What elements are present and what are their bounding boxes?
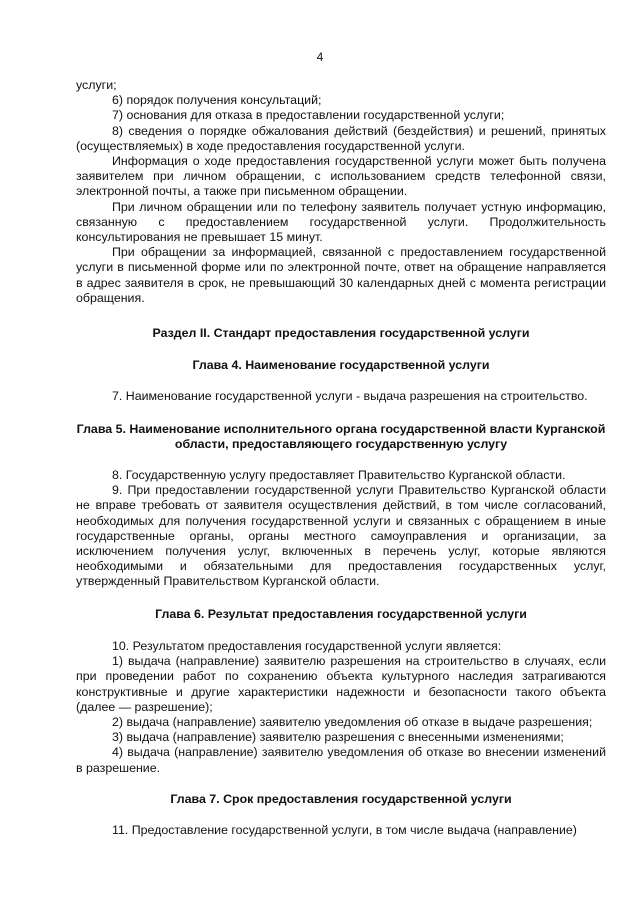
page-number: 4 xyxy=(316,50,324,64)
chapter-5-heading: Глава 5. Наименование исполнительного органа государственной власти Курганской области, предоставляющего государственную услугу xyxy=(76,421,606,451)
list-item-8: 8) сведения о порядке обжалования действий (бездействия) и решений, принятых (осуществляемых) в ходе предоставления государственной услуги. xyxy=(76,123,606,153)
chapter-6-heading: Глава 6. Результат предоставления государственной услуги xyxy=(155,606,527,621)
paragraph-info-progress: Информация о ходе предоставления государственной услуги может быть получена заявителем при личном обращении, с использованием средств телефонной связи, электронной почты, а также при письменном обращении. xyxy=(76,154,606,199)
result-item-4: 4) выдача (направление) заявителю уведомления об отказе во внесении изменений в разрешение. xyxy=(76,745,606,775)
list-item-6: 6) порядок получения консультаций; xyxy=(112,93,322,108)
paragraph-7: 7. Наименование государственной услуги - выдача разрешения на строительство. xyxy=(112,389,588,404)
result-item-2: 2) выдача (направление) заявителю уведомления об отказе в выдаче разрешения; xyxy=(112,714,593,729)
paragraph-10: 10. Результатом предоставления государственной услуги является: xyxy=(112,638,502,653)
chapter-7-heading: Глава 7. Срок предоставления государственной услуги xyxy=(170,791,512,806)
paragraph-8: 8. Государственную услугу предоставляет Правительство Курганской области. xyxy=(112,468,566,483)
paragraph-continuation: услуги; xyxy=(76,78,117,92)
paragraph-9: 9. При предоставлении государственной услуги Правительство Курганской области не вправе требовать от заявителя осуществления действий, в том числе согласований, необходимых для получения государственной услуги и связанных с обращением в иные государственные органы, органы местного самоуправления и организации, за исключением получения услуг, включенных в перечень услуг, которые являются необходимыми и обязательными для предоставления государственных услуг, утвержденный Правительством Курганской области. xyxy=(76,483,606,589)
result-item-3: 3) выдача (направление) заявителю разрешения с внесенными изменениями; xyxy=(112,730,564,745)
chapter-4-heading: Глава 4. Наименование государственной услуги xyxy=(192,358,490,373)
result-item-1: 1) выдача (направление) заявителю разрешения на строительство в случаях, если при проведении работ по сохранению объекта культурного наследия затрагиваются конструктивные и другие характеристики надежности и безопасности такого объекта (далее — разрешение); xyxy=(76,654,606,714)
paragraph-11: 11. Предоставление государственной услуги, в том числе выдача (направление) xyxy=(112,822,577,837)
paragraph-personal-consult: При личном обращении или по телефону заявитель получает устную информацию, связанную с предоставлением государственной услуги. Продолжительность консультирования не превышает 15 минут. xyxy=(76,199,606,245)
section-2-heading: Раздел II. Стандарт предоставления государственной услуги xyxy=(152,326,530,341)
paragraph-written-request: При обращении за информацией, связанной с предоставлением государственной услуги в письменной форме или по электронной почте, ответ на обращение направляется в адрес заявителя в срок, не превышающий 30 календарных дней с момента регистрации обращения. xyxy=(76,245,606,305)
document-body xyxy=(76,78,606,838)
list-item-7: 7) основания для отказа в предоставлении государственной услуги; xyxy=(112,108,505,123)
